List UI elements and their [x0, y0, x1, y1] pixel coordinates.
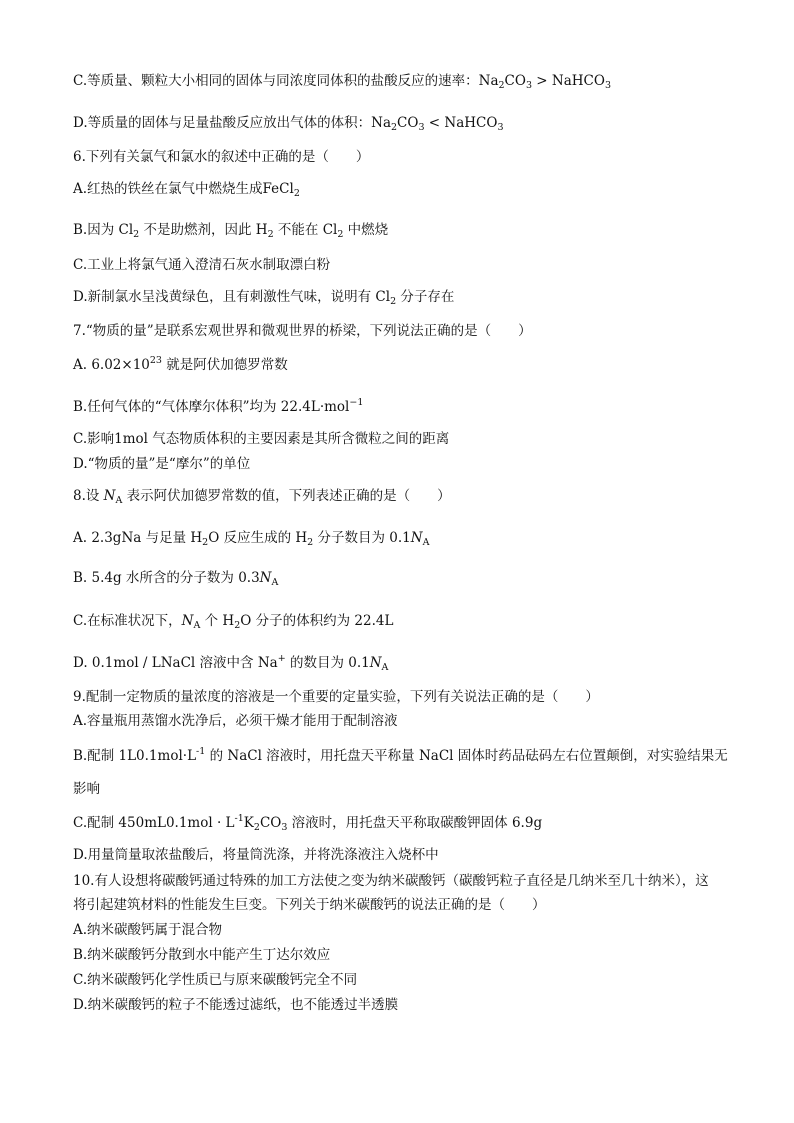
question-8-stem	[73, 487, 451, 505]
text-run: 个 H	[200, 613, 235, 629]
question-7-option-c	[73, 430, 449, 448]
question-10-option-d	[73, 996, 398, 1014]
text-run: 2	[267, 229, 274, 240]
text-run: 就是阿伏加德罗常数	[161, 357, 288, 373]
text-run: A	[193, 620, 201, 631]
text-run: A.红热的铁丝在氯气中燃烧生成FeCl	[73, 181, 294, 197]
text-run: 23	[149, 355, 162, 366]
text-run: C.影响1mol 气态物质体积的主要因素是其所含微粒之间的距离	[73, 431, 450, 447]
text-run: B.任何气体的“气体摩尔体积”均为 22.4L·mol	[73, 399, 350, 415]
text-run: 不能在 Cl	[273, 222, 338, 238]
text-run: CO	[504, 73, 526, 89]
text-run: N	[103, 488, 116, 504]
question-10-option-a	[73, 921, 222, 939]
text-run: 分子存在	[396, 289, 455, 305]
text-run: O 分子的体积约为 22.4L	[240, 613, 394, 629]
question-9-option-d	[73, 846, 439, 864]
text-run: C.在标准状况下，	[73, 613, 182, 629]
question-7-option-d	[73, 455, 250, 473]
text-run: 3	[525, 80, 532, 91]
text-run: B. 5.4g 水所含的分子数为 0.3	[73, 570, 260, 586]
question-7-stem	[73, 322, 532, 340]
question-7-option-a	[73, 356, 288, 374]
question-8-option-d	[73, 654, 388, 672]
text-run: 2	[293, 188, 300, 199]
question-9-option-a	[73, 712, 398, 730]
text-run: 2	[202, 537, 209, 548]
question-8-option-c	[73, 612, 393, 630]
text-run: 3	[497, 122, 504, 133]
text-run: D.纳米碳酸钙的粒子不能透过滤纸，也不能透过半透膜	[73, 997, 399, 1013]
text-run: B.配制 1L0.1mol·L	[73, 748, 197, 764]
question-9-option-b-line-1	[73, 747, 728, 765]
text-run: C.配制 450mL0.1mol · L	[73, 815, 235, 831]
text-run: -1	[234, 813, 244, 824]
text-run: 影响	[73, 781, 100, 797]
text-run: 3	[281, 822, 288, 833]
text-run: D. 0.1mol / LNaCl 溶液中含 Na	[73, 655, 278, 671]
text-run: 表示阿伏加德罗常数的值，下列表述正确的是（ ）	[122, 488, 451, 504]
text-run: 2	[133, 229, 140, 240]
text-run: 2	[337, 229, 344, 240]
text-run: A.纳米碳酸钙属于混合物	[73, 922, 223, 938]
question-5-option-c	[73, 72, 611, 90]
text-run: 的 NaCl 溶液时，用托盘天平称量 NaCl 固体时药品砝码左右位置颠倒，对实验结果无	[205, 748, 728, 764]
text-run: A	[115, 495, 123, 506]
text-run: K	[243, 815, 254, 831]
text-run: 7.“物质的量”是联系宏观世界和微观世界的桥梁，下列说法正确的是（ ）	[73, 323, 532, 339]
text-run: 2	[234, 620, 241, 631]
text-run: A. 2.3gNa 与足量 H	[73, 530, 203, 546]
question-6-option-a	[73, 180, 300, 198]
question-10-stem-line-1	[73, 872, 709, 890]
question-6-stem	[73, 148, 369, 166]
question-8-option-a	[73, 529, 429, 547]
text-run: 3	[604, 80, 611, 91]
text-run: D.“物质的量”是“摩尔”的单位	[73, 456, 251, 472]
question-6-option-d	[73, 288, 454, 306]
question-9-option-b-line-2	[73, 780, 100, 798]
question-8-option-b	[73, 569, 278, 587]
text-run: 6.下列有关氯气和氯水的叙述中正确的是（ ）	[73, 149, 370, 165]
text-run: N	[369, 655, 382, 671]
text-run: 2	[307, 537, 314, 548]
text-run: 将引起建筑材料的性能发生巨变。下列关于纳米碳酸钙的说法正确的是（ ）	[73, 897, 546, 913]
text-run: < NaHCO	[424, 115, 498, 131]
question-10-option-c	[73, 971, 357, 989]
text-run: C.工业上将氯气通入澄清石灰水制取漂白粉	[73, 257, 331, 273]
text-run: 2	[391, 122, 398, 133]
text-run: 溶液时，用托盘天平称取碳酸钾固体 6.9g	[287, 815, 543, 831]
text-run: 中燃烧	[343, 222, 389, 238]
text-run: A	[381, 662, 389, 673]
text-run: 的数目为 0.1	[285, 655, 370, 671]
text-run: A	[271, 577, 279, 588]
text-run: -1	[196, 746, 206, 757]
question-9-stem	[73, 688, 599, 706]
text-run: > NaHCO	[532, 73, 605, 89]
text-run: D.等质量的固体与足量盐酸反应放出气体的体积：Na	[73, 115, 391, 131]
question-9-option-c	[73, 814, 542, 832]
question-6-option-b	[73, 221, 388, 239]
text-run: 分子数目为 0.1	[313, 530, 411, 546]
text-run: N	[259, 570, 272, 586]
text-run: 2	[390, 296, 397, 307]
text-run: B.纳米碳酸钙分散到水中能产生丁达尔效应	[73, 947, 331, 963]
question-5-option-d	[73, 114, 503, 132]
text-run: A.容量瓶用蒸馏水洗净后，必须干燥才能用于配制溶液	[73, 713, 398, 729]
text-run: 2	[253, 822, 260, 833]
text-run: 10.有人设想将碳酸钙通过特殊的加工方法使之变为纳米碳酸钙（碳酸钙粒子直径是几纳米至几十纳米），这	[73, 873, 709, 889]
text-run: N	[181, 613, 194, 629]
question-7-option-b	[73, 398, 363, 416]
text-run: B.因为 Cl	[73, 222, 134, 238]
text-run: 2	[498, 80, 505, 91]
question-6-option-c	[73, 256, 330, 274]
text-run: C.等质量、颗粒大小相同的固体与同浓度同体积的盐酸反应的速率：Na	[73, 73, 499, 89]
text-run: D.新制氯水呈浅黄绿色，且有刺激性气味，说明有 Cl	[73, 289, 391, 305]
text-run: 不是助燃剂，因此 H	[139, 222, 268, 238]
text-run: O 反应生成的 H	[208, 530, 308, 546]
question-10-stem-line-2	[73, 896, 546, 914]
text-run: +	[277, 653, 286, 664]
text-run: C.纳米碳酸钙化学性质已与原来碳酸钙完全不同	[73, 972, 358, 988]
text-run: N	[410, 530, 423, 546]
text-run: A	[422, 537, 430, 548]
text-run: A. 6.02×10	[73, 357, 150, 373]
text-run: 3	[418, 122, 425, 133]
text-run: D.用量筒量取浓盐酸后，将量筒洗涤，并将洗涤液注入烧杯中	[73, 847, 439, 863]
question-10-option-b	[73, 946, 330, 964]
text-run: 8.设	[73, 488, 104, 504]
text-run: CO	[397, 115, 419, 131]
text-run: 9.配制一定物质的量浓度的溶液是一个重要的定量实验，下列有关说法正确的是（ ）	[73, 689, 599, 705]
text-run: CO	[259, 815, 282, 831]
text-run: −1	[349, 397, 364, 408]
